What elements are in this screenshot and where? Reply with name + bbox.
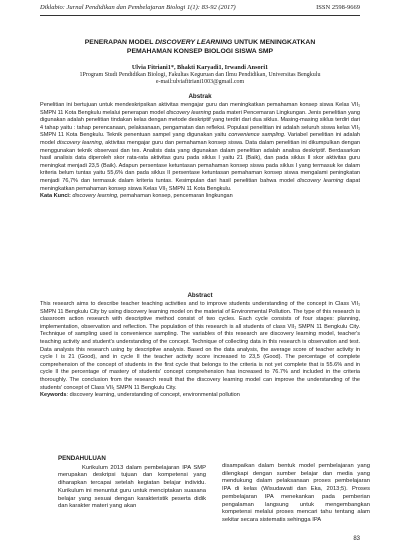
body-left-column: [58, 455, 206, 511]
section-heading-pendahuluan: PENDAHULUAN: [58, 455, 106, 462]
abstract-text: This research aims to describe teacher teaching activities and to improve students understanding of the concept in Class VII₁ SMPN 11 Bengkulu City by using discovery learning model on the material of Environmental Pollution. The type of this research is classroom action research with descriptive method consist of two cycles. Each cycle consists of four stages: planning, implementation, observation and reflection. The population of this research is all students of class VII₁ SMPN 11 Bengkulu City. Technique of sampling used is convenience sampling. The variables of this research are discovery learning model, teacher's teaching activity and student's understanding of the concept. Technique of collecting data in this research is observation and test. Data analysis this research using by descriptive analysis. Based on the data analysis, the average score of teacher activity in cycle I is 21 (Good), and in cycle II the teacher activity score increased to 23,5 (Good). The percentage of complete comprehension of the concept of students in the first cycle that belongs to the criteria is not yet complete that is 55.6% and in cycle II the percentage of mastery of students' concept comprehension has increased to 76.7% and included in the criteria thoroughly. The conclusion from the research result that the discovery learning model can improve the understanding of the students' concept of Class VII₁ SMPN 11 Bengkulu City. Keywords: discovery learning, understanding of concept, environmental pollution: [40, 301, 360, 399]
abstrak-heading: Abstrak: [188, 93, 212, 100]
paragraph: Kurikulum 2013 dalam pembelajaran IPA SMP merupakan deskripsi tujuan dan kompetensi yang diharapkan tercapai setelah kegiatan belajar individu. Kurikulum ini menuntut guru untuk menciptakan suasana belajar yang sesuai dengan karakteristik peserta didik dan karakter materi yang akan: [58, 464, 206, 510]
author-affiliation: 1Program Studi Pendidikan Biologi, Fakultas Keguruan dan Ilmu Pendidikan, Universitas Bengkulu: [79, 71, 321, 78]
abstrak-text: Penelitian ini bertujuan untuk mendeskripsikan aktivitas mengajar guru dan meningkatkan pemahaman konsep siswa Kelas VII₁ SMPN 11 Kota Bengkulu melalui penerapan model discovery learning pada materi Pencemaran Lingkungan. Jenis penelitian yang digunakan adalah penelitian tindakan kelas dengan metode deskriptif yang terdiri dari dua siklus. Masing-masing siklus terdiri dari 4 tahap yaitu : tahap perencanaan, pelaksanaan, pengamatan dan refleksi. Populasi penelitian ini adalah seluruh siswa kelas VII₁ SMPN 11 Kota Bengkulu. Teknik penentuan sampel yang digunakan yaitu convenience sampling. Variabel penelitian ini adalah model discovery learning, aktivitas mengajar guru dan pemahaman konsep siswa. Data dalam penelitian ini dikumpulkan dengan menggunakan teknik observasi dan tes. Analisis data yang digunakan dalam penelitian adalah analisa deskriptif. Berdasarkan hasil analisis data diperoleh skor rata-rata aktivitas guru pada siklus I yaitu 21 (Baik), dan pada siklus II skor aktivitas guru meningkat menjadi 23,5 (Baik). Adapun persentase ketuntasan pemahaman konsep siswa pada siklus I yang termasuk ke dalam kriteria belum tuntas yaitu 55,6% dan pada siklus II persentase ketuntasan pemahaman konsep siswa mengalami peningkatan menjadi 76,7% dan termasuk dalam kriteria tuntas. Kesimpulan dari hasil penelitian bahwa model discovery learning dapat meningkatkan pemahaman konsep siswa Kelas VII₁ SMPN 11 Kota Bengkulu. Kata Kunci: discovery learning, pemahaman konsep, pencemaran lingkungan: [40, 102, 360, 200]
author-names: Ulvia Fitriani1*, Bhakti Karyadi1, Irwandi Ansori1: [131, 64, 269, 71]
issn-label: ISSN 2598-9669: [316, 4, 360, 11]
header-rule: [40, 15, 360, 16]
author-block: [40, 64, 360, 87]
body-right-column: [222, 463, 370, 525]
kata-kunci-label: Kata Kunci:: [40, 193, 71, 200]
abstract-heading: Abstract: [187, 292, 213, 299]
paper-title: PENERAPAN MODEL DISCOVERY LEARNING UNTUK MENINGKATKAN PEMAHAMAN KONSEP BIOLOGI SISWA SMP: [84, 39, 316, 55]
running-header: [40, 4, 360, 16]
page-number: 83: [353, 536, 360, 542]
journal-citation: Diklabio: Jurnal Pendidikan dan Pembelajaran Biologi 1(1): 83-92 (2017): [40, 4, 236, 11]
author-email: e-mail:ulviafitriani1003@gmail.com: [155, 79, 245, 86]
paragraph: disampaikan dalam bentuk model pembelajaran yang dilengkapi dengan sumber belajar dan media yang mendukung dalam pelaksanaan proses pembelajaran IPA di kelas (Wisudawati dan Eka, 2013;5). Proses pembelajaran IPA menekankan pada pemberian pengalaman langsung untuk mengembangkan kompetensi melalui proses mencari tahu tentang alam sekitar secara sistematis sehingga IPA: [222, 463, 370, 523]
keywords-label: Keywords: [40, 392, 67, 399]
